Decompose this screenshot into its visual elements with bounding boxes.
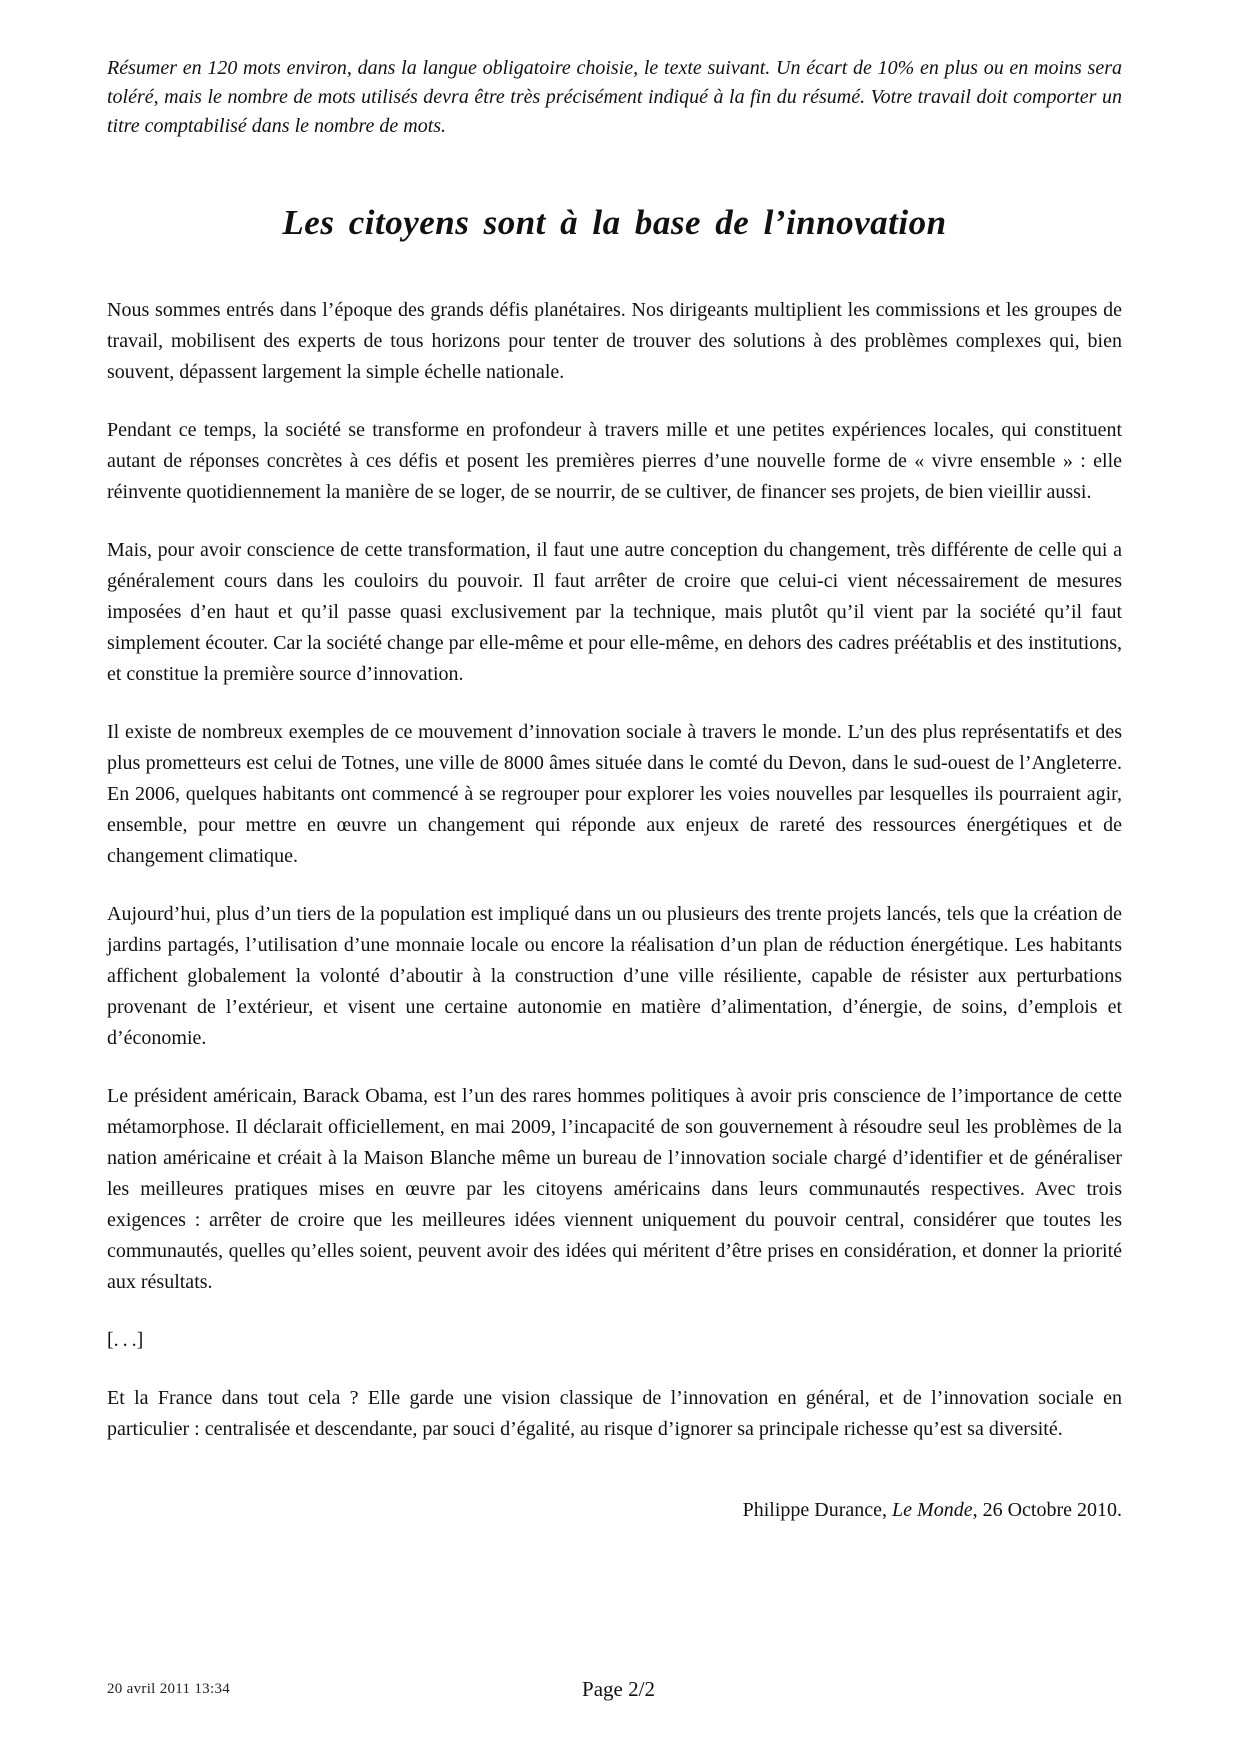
- exam-instructions: Résumer en 120 mots environ, dans la langue obligatoire choisie, le texte suivant. Un écart de 10% en plus ou en moins sera toléré, mais le nombre de mots utilisés devra être très précisément indiqué à la fin du résumé. Votre travail doit comporter un titre comptabilisé dans le nombre de mots.: [107, 57, 1122, 137]
- article-body: [107, 295, 1122, 1445]
- footer-page-number: Page 2/2: [582, 1677, 655, 1701]
- article-title: Les citoyens sont à la base de l’innovation: [282, 203, 947, 242]
- page-content: [107, 54, 1122, 1526]
- attribution-line: [107, 1495, 1122, 1526]
- paragraph-4: Il existe de nombreux exemples de ce mouvement d’innovation sociale à travers le monde. L’un des plus représentatifs et des plus prometteurs est celui de Totnes, une ville de 8000 âmes située dans le comté du Devon, dans le sud-ouest de l’Angleterre. En 2006, quelques habitants ont commencé à se regrouper pour explorer les voies nouvelles par lesquelles ils pourraient agir, ensemble, pour mettre en œuvre un changement qui réponde aux enjeux de rareté des ressources énergétiques et de changement climatique.: [107, 721, 1122, 867]
- attribution-author: Philippe Durance,: [742, 1499, 893, 1521]
- paragraph-1: Nous sommes entrés dans l’époque des grands défis planétaires. Nos dirigeants multiplient les commissions et les groupes de travail, mobilisent des experts de tous horizons pour tenter de trouver des solutions à des problèmes complexes qui, bien souvent, dépassent largement la simple échelle nationale.: [107, 299, 1122, 383]
- paragraph-7: Et la France dans tout cela ? Elle garde une vision classique de l’innovation en général, et de l’innovation sociale en particulier : centralisée et descendante, par souci d’égalité, au risque d’ignorer sa principale richesse qu’est sa diversité.: [107, 1387, 1122, 1440]
- paragraph-5: Aujourd’hui, plus d’un tiers de la population est impliqué dans un ou plusieurs des trente projets lancés, tels que la création de jardins partagés, l’utilisation d’une monnaie locale ou encore la réalisation d’un plan de réduction énergétique. Les habitants affichent globalement la volonté d’aboutir à la construction d’une ville résiliente, capable de résister aux perturbations provenant de l’extérieur, et visent une certaine autonomie en matière d’alimentation, d’énergie, de soins, d’emplois et d’économie.: [107, 903, 1122, 1049]
- page-footer: [107, 1672, 1130, 1702]
- attribution-source: Le Monde: [892, 1499, 973, 1521]
- attribution-date: , 26 Octobre 2010.: [972, 1499, 1122, 1521]
- paragraph-6: Le président américain, Barack Obama, est l’un des rares hommes politiques à avoir pris conscience de l’importance de cette métamorphose. Il déclarait officiellement, en mai 2009, l’incapacité de son gouvernement à résoudre seul les problèmes de la nation américaine et créait à la Maison Blanche même un bureau de l’innovation sociale chargé d’identifier et de généraliser les meilleures pratiques mises en œuvre par les citoyens américains dans leurs communautés respectives. Avec trois exigences : arrêter de croire que les meilleures idées viennent uniquement du pouvoir central, considérer que toutes les communautés, quelles qu’elles soient, peuvent avoir des idées qui méritent d’être prises en considération, et donner la priorité aux résultats.: [107, 1085, 1122, 1293]
- ellipsis-marker: [. . .]: [107, 1329, 144, 1351]
- paragraph-3: Mais, pour avoir conscience de cette transformation, il faut une autre conception du changement, très différente de celle qui a généralement cours dans les couloirs du pouvoir. Il faut arrêter de croire que celui-ci vient nécessairement de mesures imposées d’en haut et qu’il passe quasi exclusivement par la technique, mais plutôt qu’il vient par la société qu’il faut simplement écouter. Car la société change par elle-même et pour elle-même, en dehors des cadres préétablis et des institutions, et constitue la première source d’innovation.: [107, 539, 1122, 685]
- paragraph-2: Pendant ce temps, la société se transforme en profondeur à travers mille et une petites expériences locales, qui constituent autant de réponses concrètes à ces défis et posent les premières pierres d’une nouvelle forme de « vivre ensemble » : elle réinvente quotidiennement la manière de se loger, de se nourrir, de se cultiver, de financer ses projets, de bien vieillir aussi.: [107, 419, 1122, 503]
- footer-timestamp: 20 avril 2011 13:34: [107, 1681, 231, 1697]
